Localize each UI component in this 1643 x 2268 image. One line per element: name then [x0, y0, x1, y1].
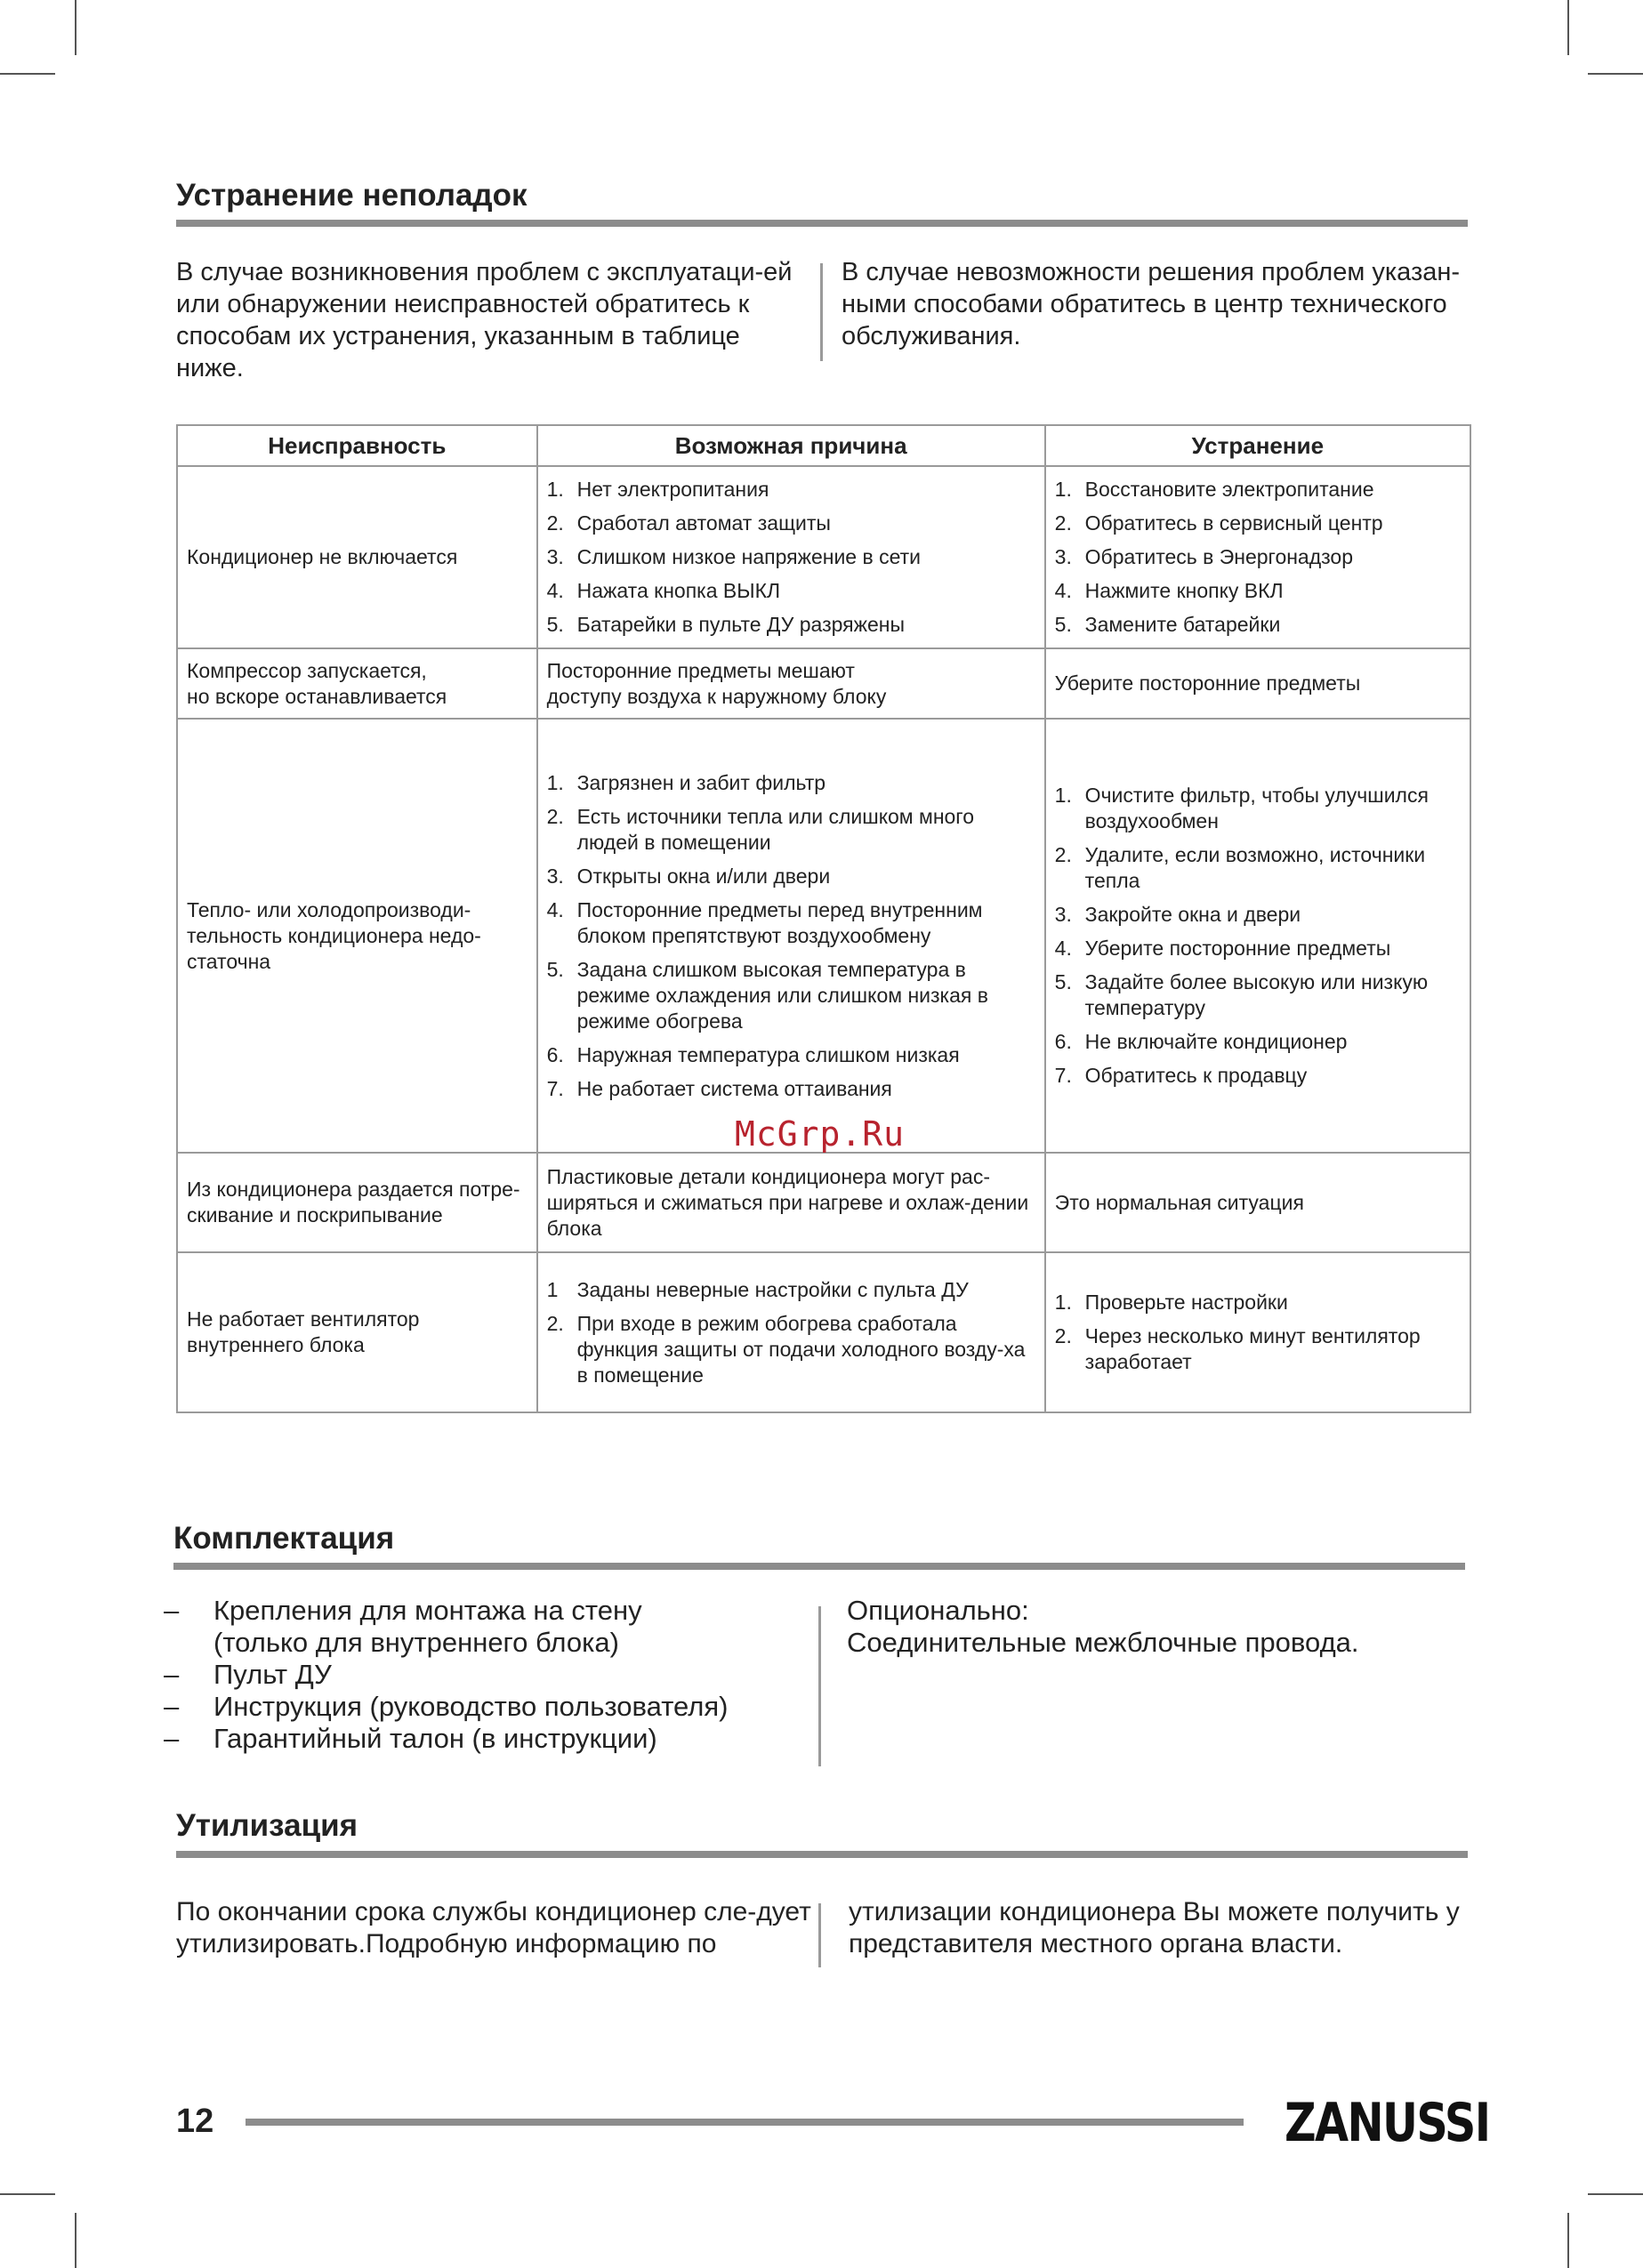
troubleshooting-table: [176, 424, 1471, 1413]
list-item: 1. Восстановите электропитание: [1054, 478, 1374, 501]
list-item: 7. Не работает система оттаивания: [546, 1076, 892, 1100]
fix-list: [1055, 477, 1461, 638]
list-item: 2. Обратитесь в сервисный центр: [1054, 511, 1383, 535]
list-item: 1. Загрязнен и забит фильтр: [546, 770, 826, 794]
fault-cell: Не работает вентилятор внутреннего блока: [177, 1252, 537, 1412]
fault-cell: Тепло- или холодопроизводи-тельность кондиционера недо-статочна: [177, 719, 537, 1153]
list-item: 6. Наружная температура слишком низкая: [546, 1042, 960, 1066]
table-row: [177, 648, 1470, 719]
list-item: 3. Слишком низкое напряжение в сети: [546, 545, 922, 568]
zanussi-logo: ZANUSSI: [1285, 2092, 1490, 2154]
list-item: 1 Заданы неверные настройки с пульта ДУ: [546, 1277, 969, 1301]
list-item: 6. Не включайте кондиционер: [1054, 1030, 1348, 1053]
list-item: 4. Уберите посторонние предметы: [1054, 937, 1391, 960]
fault-line: но вскоре останавливается: [187, 684, 447, 708]
header-fix: Устранение: [1045, 425, 1470, 466]
list-item: 7. Обратитесь к продавцу: [1054, 1064, 1308, 1087]
fault-cell: [177, 648, 537, 719]
list-item: 5. Батарейки в пульте ДУ разряжены: [546, 613, 906, 636]
fault-cell: Из кондиционера раздается потре-скивание и поскрипывание: [177, 1153, 537, 1252]
list-item: – Инструкция (руководство пользователя): [164, 1691, 729, 1722]
crop-mark: [75, 0, 77, 55]
fix-cell: [1045, 466, 1470, 648]
cause-cell: [537, 719, 1045, 1153]
cause-line: доступу воздуха к наружному блоку: [546, 684, 887, 708]
section-title-troubleshooting: Устранение неполадок: [176, 178, 528, 213]
footer-rule: [246, 2119, 1244, 2126]
crop-mark: [75, 2213, 77, 2268]
cause-list: [547, 1277, 1035, 1388]
page-number: 12: [176, 2103, 214, 2140]
fix-list: [1055, 1290, 1461, 1375]
list-item: 5. Задана слишком высокая температура в режиме охлаждения или слишком низкая в режиме обогрева: [546, 957, 988, 1033]
cause-cell: [537, 1252, 1045, 1412]
cause-list: [547, 770, 1035, 1102]
cause-cell: Пластиковые детали кондиционера могут рас-ширяться и сжиматься при нагреве и охлаж-дении блока: [537, 1153, 1045, 1252]
list-item: 1. Очистите фильтр, чтобы улучшился воздухообмен: [1054, 784, 1429, 832]
list-item: 3. Обратитесь в Энергонадзор: [1054, 545, 1354, 568]
section-rule: [176, 220, 1468, 227]
list-item: 5. Замените батарейки: [1054, 613, 1281, 636]
list-item: 4. Нажмите кнопку ВКЛ: [1054, 579, 1284, 602]
fault-cell: Кондиционер не включается: [177, 466, 537, 648]
header-cause: Возможная причина: [537, 425, 1045, 466]
cause-cell: [537, 648, 1045, 719]
intro-right-paragraph: В случае невозможности решения проблем указан-ными способами обратитесь в центр технического обслуживания.: [842, 258, 1461, 350]
cause-line: Посторонние предметы мешают: [546, 658, 855, 682]
fault-line: Компрессор запускается,: [187, 658, 427, 682]
table-header-row: [177, 425, 1470, 466]
list-item: 2. При входе в режим обогрева сработала функция защиты от подачи холодного возду-ха в помещение: [546, 1311, 1026, 1387]
list-item: 3. Закройте окна и двери: [1054, 903, 1301, 926]
kit-list: [164, 1595, 728, 1755]
table-row: [177, 466, 1470, 648]
fix-cell: [1045, 719, 1470, 1153]
cause-cell: [537, 466, 1045, 648]
disposal-right-paragraph: утилизации кондиционера Вы можете получить у представителя местного органа власти.: [849, 1897, 1460, 1958]
table-row: [177, 1252, 1470, 1412]
crop-mark: [1588, 73, 1643, 75]
crop-mark: [0, 73, 55, 75]
fix-list: [1055, 783, 1461, 1089]
list-item: 4. Посторонние предметы перед внутренним блоком препятствуют воздухообмену: [546, 897, 983, 947]
list-item: 2. Через несколько минут вентилятор заработает: [1054, 1324, 1421, 1373]
kit-optional-label: Опционально:: [847, 1595, 1029, 1626]
list-item: 5. Задайте более высокую или низкую температуру: [1054, 970, 1429, 1019]
intro-left-paragraph: В случае возникновения проблем с эксплуатаци-ей или обнаружении неисправностей обратитесь к способам их устранения, указанным в таблице ниже.: [176, 258, 793, 382]
fix-cell: Уберите посторонние предметы: [1045, 648, 1470, 719]
list-item: – Крепления для монтажа на стену: [164, 1595, 642, 1626]
list-item: – Пульт ДУ: [164, 1659, 332, 1690]
header-fault: Неисправность: [177, 425, 537, 466]
column-divider: [818, 1903, 821, 1967]
list-item: 4. Нажата кнопка ВЫКЛ: [546, 579, 781, 602]
fix-cell: [1045, 1252, 1470, 1412]
table-row: [177, 719, 1470, 1153]
list-item: 1. Нет электропитания: [546, 478, 769, 501]
list-item: 3. Открыты окна и/или двери: [546, 864, 831, 888]
fix-cell: Это нормальная ситуация: [1045, 1153, 1470, 1252]
crop-mark: [1588, 2193, 1643, 2195]
kit-optional-text: Соединительные межблочные провода.: [847, 1627, 1359, 1658]
list-item: (только для внутреннего блока): [213, 1627, 619, 1658]
list-item: 2. Есть источники тепла или слишком много людей в помещении: [546, 804, 974, 854]
section-title-disposal: Утилизация: [176, 1808, 358, 1843]
column-divider: [820, 263, 823, 361]
column-divider: [818, 1606, 821, 1766]
section-rule: [176, 1851, 1468, 1858]
table-row: [177, 1153, 1470, 1252]
watermark: McGrp.Ru: [735, 1114, 906, 1154]
cause-list: [547, 477, 1035, 638]
list-item: 2. Удалите, если возможно, источники тепла: [1054, 843, 1426, 892]
section-title-kit: Комплектация: [173, 1521, 395, 1556]
list-item: – Гарантийный талон (в инструкции): [164, 1723, 657, 1754]
section-rule: [173, 1563, 1465, 1570]
crop-mark: [1567, 2213, 1569, 2268]
disposal-left-paragraph: По окончании срока службы кондиционер сле-дует утилизировать.Подробную информацию по: [176, 1897, 811, 1958]
crop-mark: [1567, 0, 1569, 55]
list-item: 1. Проверьте настройки: [1054, 1291, 1288, 1314]
list-item: 2. Сработал автомат защиты: [546, 511, 831, 535]
crop-mark: [0, 2193, 55, 2195]
